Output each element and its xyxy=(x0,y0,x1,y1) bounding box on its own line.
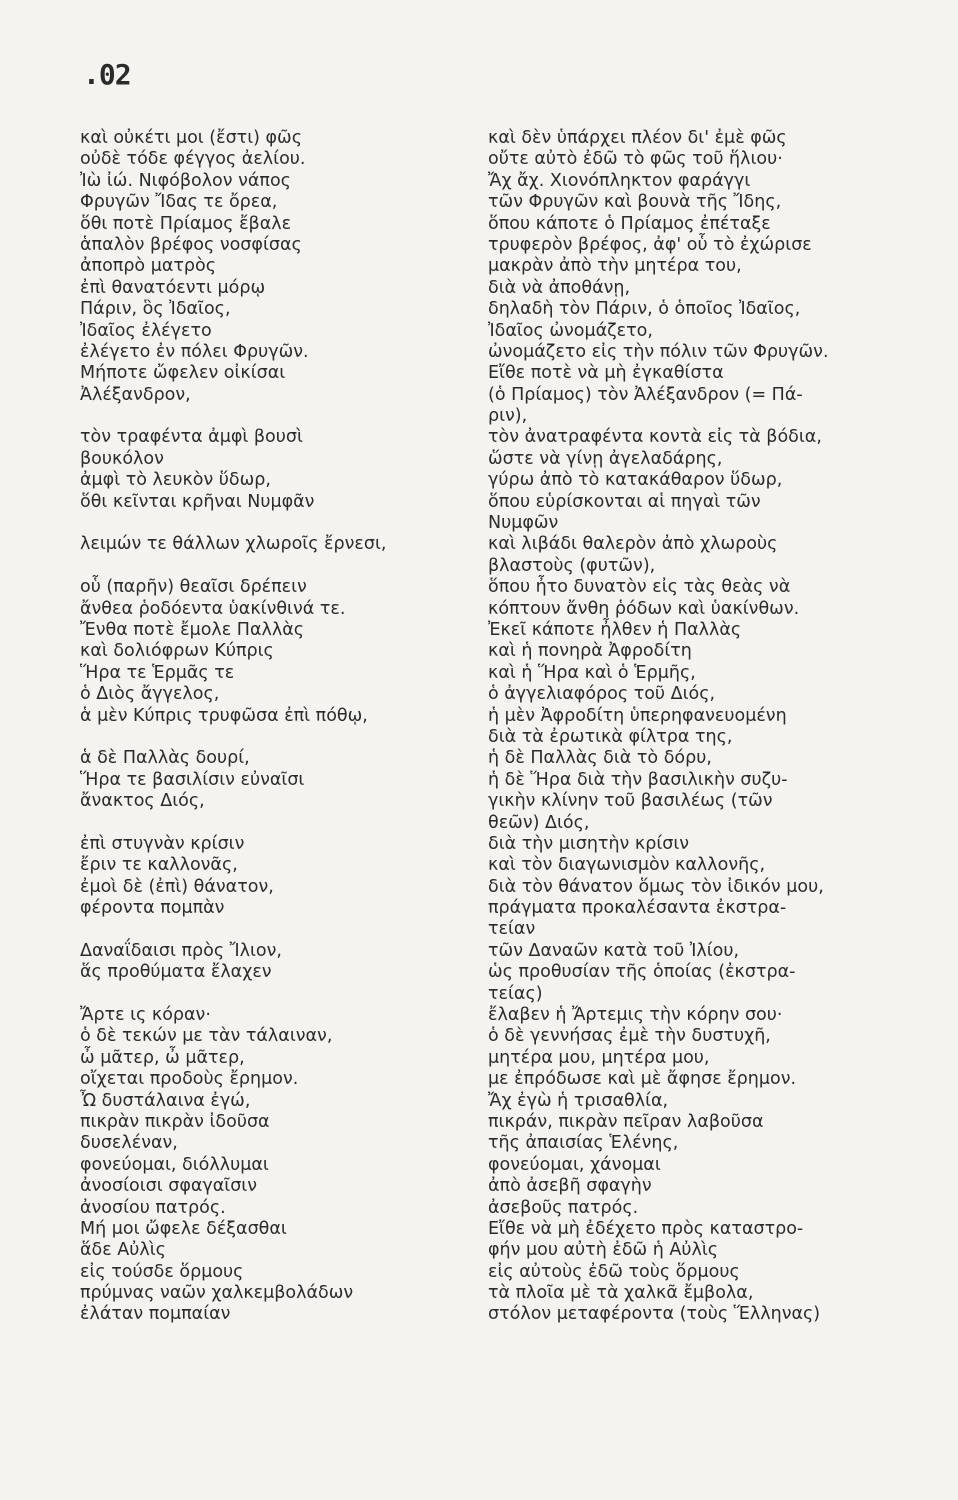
ancient-text-line: πρύμνας ναῶν χαλκεμβολάδων xyxy=(80,1283,354,1304)
ancient-text-line: βουκόλον xyxy=(80,448,164,469)
ancient-text-line xyxy=(80,406,475,427)
ancient-text-line: Ἔνθα ποτὲ ἔμολε Παλλὰς xyxy=(80,619,304,640)
translation-line: Ἰδαῖος ὠνομάζετο, xyxy=(488,320,653,341)
ancient-text-line: ἅς προθύματα ἔλαχεν xyxy=(80,962,272,983)
ancient-text-line: ἔριν τε καλλονᾶς, xyxy=(80,855,238,876)
ancient-text-line: ἀνοσίου πατρός. xyxy=(80,1197,226,1218)
ancient-text-line: φέροντα πομπὰν xyxy=(80,898,225,919)
ancient-text-line xyxy=(80,556,475,577)
ancient-text-line: οὐδὲ τόδε φέγγος ἀελίου. xyxy=(80,149,306,170)
translation-line: Εἴθε ποτὲ νὰ μὴ ἐγκαθίστα xyxy=(488,363,724,384)
translation-line: ἔλαβεν ἡ Ἄρτεμις τὴν κόρην σου· xyxy=(488,1005,783,1026)
ancient-text-line: Ἀλέξανδρον, xyxy=(80,384,191,405)
translation-line: τῆς ἀπαισίας Ἑλένης, xyxy=(488,1133,679,1154)
ancient-text-line: λειμών τε θάλλων χλωροῖς ἔρνεσι, xyxy=(80,534,387,555)
ancient-text-line: ὅθι κεῖνται κρῆναι Νυμφᾶν xyxy=(80,491,315,512)
translation-line: (ὁ Πρίαμος) τὸν Ἀλέξανδρον (= Πά- xyxy=(488,384,803,405)
translation-line: με ἐπρόδωσε καὶ μὲ ἄφησε ἔρημον. xyxy=(488,1069,797,1090)
translation-line: μητέρα μου, μητέρα μου, xyxy=(488,1047,710,1068)
translation-line: καὶ δὲν ὑπάρχει πλέον δι' ἐμὲ φῶς xyxy=(488,128,787,148)
ancient-text-line: Ἥρα τε Ἑρμᾶς τε xyxy=(80,662,235,683)
translation-line: ὅπου κάποτε ὁ Πρίαμος ἐπέταξε xyxy=(488,213,771,234)
ancient-text-line: Μή μοι ὤφελε δέξασθαι xyxy=(80,1218,287,1239)
page-number: .02 xyxy=(83,58,131,91)
translation-line: γικὴν κλίνην τοῦ βασιλέως (τῶν xyxy=(488,791,773,812)
translation-line: καὶ ἡ πονηρὰ Ἀφροδίτη xyxy=(488,641,692,662)
ancient-text-line: ἅδε Αὐλὶς xyxy=(80,1240,166,1261)
translation-line: εἰς αὐτοὺς ἐδῶ τοὺς ὅρμους xyxy=(488,1261,740,1282)
ancient-text-line xyxy=(80,727,475,748)
translation-line: τῶν Φρυγῶν καὶ βουνὰ τῆς Ἴδης, xyxy=(488,192,782,213)
ancient-text-line: ἀποπρὸ ματρὸς xyxy=(80,256,216,277)
ancient-text-line: φονεύομαι, διόλλυμαι xyxy=(80,1154,269,1175)
translation-line: καὶ ἡ Ἥρα καὶ ὁ Ἑρμῆς, xyxy=(488,662,696,683)
ancient-text-line: καὶ δολιόφρων Κύπρις xyxy=(80,641,274,662)
ancient-text-line: Ἥρα τε βασιλίσιν εὐναῖσι xyxy=(80,769,305,790)
ancient-text-line xyxy=(80,919,475,940)
ancient-text-line: Δαναΐδαισι πρὸς Ἴλιον, xyxy=(80,940,282,961)
translation-line: τὸν ἀνατραφέντα κοντὰ εἰς τὰ βόδια, xyxy=(488,427,822,448)
translation-line: φονεύομαι, χάνομαι xyxy=(488,1154,661,1175)
translation-line: βλαστοὺς (φυτῶν), xyxy=(488,555,656,576)
translation-line: διὰ τὸν θάνατον ὅμως τὸν ἰδικόν μου, xyxy=(488,876,824,897)
ancient-text-line: ἐλάταν πομπαίαν xyxy=(80,1304,231,1325)
translation-line: ὥστε νὰ γίνῃ ἀγελαδάρης, xyxy=(488,448,723,469)
translation-line: Ἄχ ἄχ. Χιονόπληκτον φαράγγι xyxy=(488,170,751,191)
translation-line: διὰ νὰ ἀποθάνῃ, xyxy=(488,277,631,298)
translation-line: δηλαδὴ τὸν Πάριν, ὁ ὁποῖος Ἰδαῖος, xyxy=(488,299,801,320)
translation-line: θεῶν) Διός, xyxy=(488,812,590,833)
ancient-text-line: ἁ δὲ Παλλὰς δουρί, xyxy=(80,748,250,769)
translation-line: πικράν, πικρὰν πεῖραν λαβοῦσα xyxy=(488,1111,764,1132)
translation-line: τείαν xyxy=(488,919,536,940)
ancient-text-line: ἁ μὲν Κύπρις τρυφῶσα ἐπὶ πόθῳ, xyxy=(80,705,368,726)
translation-line: ἀπὸ ἀσεβῆ σφαγὴν xyxy=(488,1176,652,1197)
ancient-text-line: ὁ Διὸς ἄγγελος, xyxy=(80,684,220,705)
ancient-text-line: ἁπαλὸν βρέφος νοσφίσας xyxy=(80,234,302,255)
translation-line: οὔτε αὐτὸ ἐδῶ τὸ φῶς τοῦ ἥλιου· xyxy=(488,149,783,170)
translation-line: ἡ δὲ Παλλὰς διὰ τὸ δόρυ, xyxy=(488,748,712,769)
ancient-text-line: Πάριν, ὃς Ἰδαῖος, xyxy=(80,299,231,320)
ancient-text-line: ὅθι ποτὲ Πρίαμος ἔβαλε xyxy=(80,213,292,234)
translation-line: τρυφερὸν βρέφος, ἀφ' οὗ τὸ ἐχώρισε xyxy=(488,234,812,255)
ancient-text-line: οὗ (παρῆν) θεαῖσι δρέπειν xyxy=(80,577,307,598)
translation-line: μακρὰν ἀπὸ τὴν μητέρα του, xyxy=(488,256,742,277)
ancient-text-line: Μήποτε ὤφελεν οἰκίσαι xyxy=(80,363,286,384)
ancient-greek-text-column xyxy=(80,128,475,1326)
ancient-text-line: ἐπὶ στυγνὰν κρίσιν xyxy=(80,833,245,854)
translation-line: Εἴθε νὰ μὴ ἐδέχετο πρὸς καταστρο- xyxy=(488,1218,804,1239)
translation-line: Ἄχ ἐγὼ ἡ τρισαθλία, xyxy=(488,1090,669,1111)
translation-line: διὰ τὰ ἐρωτικὰ φίλτρα της, xyxy=(488,726,733,747)
translation-line: πράγματα προκαλέσαντα ἐκστρα- xyxy=(488,898,787,919)
translation-line: Νυμφῶν xyxy=(488,513,559,534)
ancient-text-line xyxy=(80,513,475,534)
translation-line: ὅπου ἦτο δυνατὸν εἰς τὰς θεὰς νὰ xyxy=(488,577,791,598)
translation-line: τείας) xyxy=(488,983,543,1004)
ancient-text-line: ἀμφὶ τὸ λευκὸν ὕδωρ, xyxy=(80,470,271,491)
translation-line: κόπτουν ἄνθη ῥόδων καὶ ὑακίνθων. xyxy=(488,598,800,619)
ancient-text-line: δυσελέναν, xyxy=(80,1133,178,1154)
translation-line: ὡς προθυσίαν τῆς ὁποίας (ἐκστρα- xyxy=(488,962,796,983)
translation-line: τὰ πλοῖα μὲ τὰ χαλκᾶ ἔμβολα, xyxy=(488,1283,754,1304)
translation-line: καὶ τὸν διαγωνισμὸν καλλονῆς, xyxy=(488,855,766,876)
translation-line: καὶ λιβάδι θαλερὸν ἀπὸ χλωροὺς xyxy=(488,534,778,555)
ancient-text-line: καὶ οὐκέτι μοι (ἔστι) φῶς xyxy=(80,128,302,148)
translation-line: φήν μου αὐτὴ ἐδῶ ἡ Αὐλὶς xyxy=(488,1240,719,1261)
translation-line: γύρω ἀπὸ τὸ κατακάθαρον ὕδωρ, xyxy=(488,470,783,491)
translation-line: ριν), xyxy=(488,406,528,427)
translation-line: ὁ δὲ γεννήσας ἐμὲ τὴν δυστυχῆ, xyxy=(488,1026,771,1047)
translation-line: ὅπου εὑρίσκονται αἱ πηγαὶ τῶν xyxy=(488,491,761,512)
translation-line: ἀσεβοῦς πατρός. xyxy=(488,1197,639,1218)
ancient-text-line: ἀνοσίοισι σφαγαῖσιν xyxy=(80,1176,258,1197)
translation-line: τῶν Δαναῶν κατὰ τοῦ Ἰλίου, xyxy=(488,940,740,961)
ancient-text-line: τὸν τραφέντα ἀμφὶ βουσὶ xyxy=(80,427,303,448)
ancient-text-line xyxy=(80,984,475,1005)
ancient-text-line: ἐμοὶ δὲ (ἐπὶ) θάνατον, xyxy=(80,876,274,897)
ancient-text-line: πικρὰν πικρὰν ἰδοῦσα xyxy=(80,1111,270,1132)
ancient-text-line: εἰς τούσδε ὅρμους xyxy=(80,1261,244,1282)
translation-line: ὠνομάζετο εἰς τὴν πόλιν τῶν Φρυγῶν. xyxy=(488,341,829,362)
modern-greek-translation-column xyxy=(488,128,908,1326)
translation-line: στόλον μεταφέροντα (τοὺς Ἕλληνας) xyxy=(488,1304,821,1325)
ancient-text-line: ἄνθεα ῥοδόεντα ὑακίνθινά τε. xyxy=(80,598,346,619)
ancient-text-line: ἄνακτος Διός, xyxy=(80,791,205,812)
translation-line: Ἐκεῖ κάποτε ἦλθεν ἡ Παλλὰς xyxy=(488,619,742,640)
ancient-text-line: Φρυγῶν Ἴδας τε ὄρεα, xyxy=(80,192,278,213)
translation-line: ἡ μὲν Ἀφροδίτη ὑπερηφανευομένη xyxy=(488,705,787,726)
ancient-text-line: Ἰὼ ἰώ. Νιφόβολον νάπος xyxy=(80,170,291,191)
ancient-text-line: Ἰδαῖος ἐλέγετο xyxy=(80,320,212,341)
ancient-text-line: Ὦ δυστάλαινα ἐγώ, xyxy=(80,1090,251,1111)
translation-line: ὁ ἀγγελιαφόρος τοῦ Διός, xyxy=(488,684,716,705)
ancient-text-line: ὦ μᾶτερ, ὦ μᾶτερ, xyxy=(80,1047,245,1068)
ancient-text-line: ἐλέγετο ἐν πόλει Φρυγῶν. xyxy=(80,341,309,362)
ancient-text-line: Ἄρτε ις κόραν· xyxy=(80,1005,211,1026)
ancient-text-line xyxy=(80,813,475,834)
ancient-text-line: ὁ δὲ τεκών με τὰν τάλαιναν, xyxy=(80,1026,333,1047)
translation-line: ἡ δὲ Ἥρα διὰ τὴν βασιλικὴν συζυ- xyxy=(488,769,788,790)
ancient-text-line: ἐπὶ θανατόεντι μόρῳ xyxy=(80,277,266,298)
ancient-text-line: οἴχεται προδοὺς ἔρημον. xyxy=(80,1069,299,1090)
translation-line: διὰ τὴν μισητὴν κρίσιν xyxy=(488,833,690,854)
